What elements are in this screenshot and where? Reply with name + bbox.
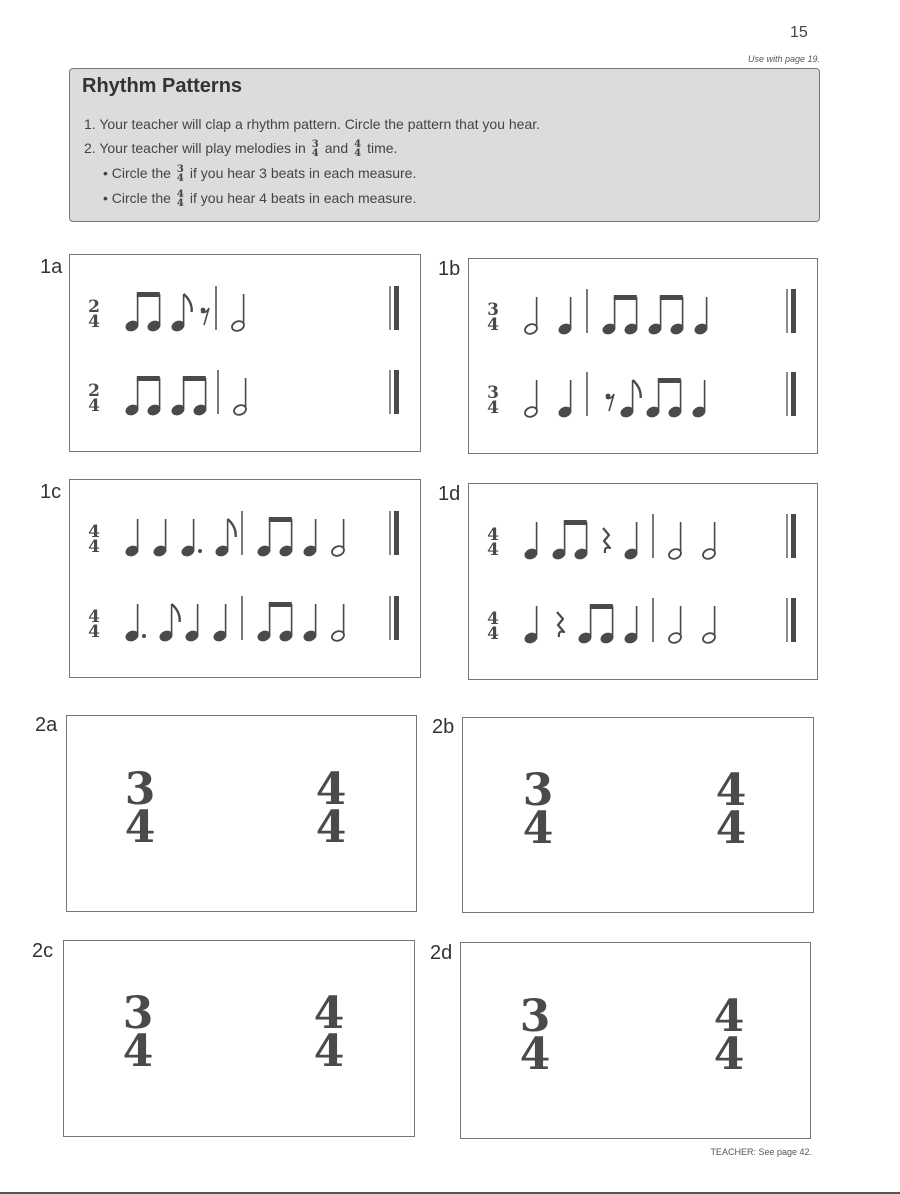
rhythm-time-signature — [487, 609, 499, 644]
instruction-bullet-1 — [103, 165, 416, 183]
half-note — [231, 294, 246, 333]
quarter-rest — [603, 528, 610, 553]
beamed-eighth-notes — [125, 376, 162, 417]
rhythm-time-signature — [88, 381, 100, 416]
exercise-label-1a: 1a — [40, 256, 63, 278]
time-signature-three-four[interactable] — [113, 988, 163, 1077]
ts-top: 4 — [176, 189, 184, 201]
ts-bottom: 4 — [354, 148, 362, 160]
exercise-label-2a: 2a — [35, 714, 58, 736]
ts-top: 4 — [88, 522, 100, 542]
ts-bottom: 4 — [313, 1026, 345, 1077]
inline-time-signature — [354, 140, 361, 158]
ts-top: 4 — [715, 765, 747, 816]
instruction-bullet-2 — [103, 190, 416, 208]
exercise-label-1c: 1c — [40, 481, 62, 503]
ts-top: 3 — [176, 164, 184, 176]
meter-box-2d — [460, 942, 811, 1139]
ts-top: 2 — [88, 381, 100, 401]
ts-bottom: 4 — [176, 173, 184, 185]
rhythm-time-signature — [487, 525, 499, 560]
quarter-note — [524, 606, 539, 645]
eighth-note — [159, 604, 180, 643]
eighth-rest — [201, 308, 209, 325]
beamed-eighth-notes — [257, 517, 294, 558]
final-barline — [787, 289, 796, 333]
ts-top: 4 — [487, 525, 499, 545]
ts-bottom: 4 — [715, 803, 747, 854]
exercise-label-1b: 1b — [438, 258, 461, 280]
eighth-note — [215, 519, 236, 558]
half-note — [524, 297, 539, 336]
ts-bottom: 4 — [122, 1026, 154, 1077]
ts-top: 4 — [354, 139, 362, 151]
quarter-note — [558, 297, 573, 336]
final-barline — [390, 286, 399, 330]
ts-bottom: 4 — [176, 198, 184, 210]
ts-bottom: 4 — [713, 1029, 745, 1080]
bullet-1-suffix: if you hear 3 beats in each measure. — [189, 165, 417, 181]
final-barline — [390, 370, 399, 414]
dotted-quarter-note — [125, 604, 146, 643]
half-note — [524, 380, 539, 419]
beamed-eighth-notes — [578, 604, 615, 645]
time-signature-three-four[interactable] — [510, 991, 560, 1080]
rhythm-box-1b[interactable] — [468, 258, 818, 454]
ts-top: 3 — [519, 991, 551, 1042]
ts-top: 4 — [713, 991, 745, 1042]
rhythm-time-signature — [88, 522, 100, 557]
ts-top: 4 — [315, 764, 347, 815]
ts-bottom: 4 — [311, 148, 319, 160]
ts-bottom: 4 — [88, 396, 100, 416]
final-barline — [787, 372, 796, 416]
quarter-note — [524, 522, 539, 561]
ts-bottom: 4 — [522, 803, 554, 854]
beamed-eighth-notes — [646, 378, 683, 419]
rhythm-box-1a[interactable] — [69, 254, 421, 452]
quarter-rest — [557, 612, 564, 637]
exercise-label-1d: 1d — [438, 483, 461, 505]
instruction-line-2-suffix: time. — [367, 140, 398, 156]
instruction-line-1: 1. Your teacher will clap a rhythm pattern. Circle the pattern that you hear. — [84, 116, 541, 132]
instruction-line-2 — [84, 140, 397, 158]
final-barline — [390, 596, 399, 640]
rhythm-time-signature — [88, 607, 100, 642]
ts-top: 2 — [88, 297, 100, 317]
final-barline — [787, 514, 796, 558]
rhythm-time-signature — [487, 300, 499, 335]
half-note — [331, 604, 346, 643]
page-number: 15 — [790, 24, 808, 41]
rhythm-notation — [70, 255, 420, 451]
quarter-note — [624, 606, 639, 645]
time-signature-three-four[interactable] — [115, 764, 165, 853]
ts-bottom: 4 — [88, 537, 100, 557]
eighth-note — [620, 380, 641, 419]
quarter-note — [125, 519, 140, 558]
rhythm-notation — [469, 484, 817, 679]
ts-top: 3 — [311, 139, 319, 151]
bullet-2-prefix: • Circle the — [103, 190, 171, 206]
inline-time-signature — [312, 140, 319, 158]
half-note — [668, 606, 683, 645]
beamed-eighth-notes — [125, 292, 162, 333]
quarter-note — [558, 380, 573, 419]
time-signature-four-four[interactable] — [304, 988, 354, 1077]
ts-top: 3 — [487, 300, 499, 320]
exercise-label-2b: 2b — [432, 716, 455, 738]
rhythm-time-signature — [88, 297, 100, 332]
eighth-note — [171, 294, 192, 333]
quarter-note — [694, 297, 709, 336]
rhythm-notation — [469, 259, 817, 453]
time-signature-three-four[interactable] — [513, 765, 563, 854]
half-note — [668, 522, 683, 561]
bullet-1-prefix: • Circle the — [103, 165, 171, 181]
teacher-note: TEACHER: See page 42. — [710, 1147, 812, 1157]
ts-top: 3 — [487, 383, 499, 403]
ts-top: 3 — [122, 988, 154, 1039]
ts-top: 4 — [313, 988, 345, 1039]
instruction-line-2-and: and — [324, 140, 349, 156]
ts-bottom: 4 — [487, 540, 499, 560]
quarter-note — [185, 604, 200, 643]
meter-box-2b — [462, 717, 814, 913]
inline-time-signature — [177, 165, 184, 183]
quarter-note — [303, 519, 318, 558]
half-note — [702, 606, 717, 645]
ts-top: 4 — [88, 607, 100, 627]
rhythm-box-1c[interactable] — [69, 479, 421, 678]
beamed-eighth-notes — [648, 295, 685, 336]
time-signature-four-four[interactable] — [706, 765, 756, 854]
instructions-title: Rhythm Patterns — [82, 75, 243, 97]
beamed-eighth-notes — [552, 520, 589, 561]
beamed-eighth-notes — [257, 602, 294, 643]
inline-time-signature — [177, 190, 184, 208]
eighth-rest — [606, 394, 614, 411]
ts-top: 3 — [124, 764, 156, 815]
rhythm-time-signature — [487, 383, 499, 418]
beamed-eighth-notes — [171, 376, 208, 417]
final-barline — [787, 598, 796, 642]
exercise-label-2c: 2c — [32, 940, 54, 962]
meter-box-2c — [63, 940, 415, 1137]
ts-bottom: 4 — [487, 398, 499, 418]
time-signature-four-four[interactable] — [306, 764, 356, 853]
ts-bottom: 4 — [88, 622, 100, 642]
quarter-note — [153, 519, 168, 558]
ts-bottom: 4 — [519, 1029, 551, 1080]
ts-bottom: 4 — [487, 624, 499, 644]
quarter-note — [213, 604, 228, 643]
ts-bottom: 4 — [315, 802, 347, 853]
use-with-note: Use with page 19. — [747, 54, 820, 64]
ts-bottom: 4 — [487, 315, 499, 335]
time-signature-four-four[interactable] — [704, 991, 754, 1080]
exercise-label-2d: 2d — [430, 942, 453, 964]
quarter-note — [624, 522, 639, 561]
half-note — [233, 378, 248, 417]
half-note — [331, 519, 346, 558]
rhythm-notation — [70, 480, 420, 677]
beamed-eighth-notes — [602, 295, 639, 336]
final-barline — [390, 511, 399, 555]
meter-box-2a — [66, 715, 417, 912]
dotted-quarter-note — [181, 519, 202, 558]
ts-bottom: 4 — [124, 802, 156, 853]
instruction-line-2-prefix: 2. Your teacher will play melodies in — [84, 140, 306, 156]
instructions-panel — [69, 68, 820, 222]
quarter-note — [303, 604, 318, 643]
ts-top: 4 — [487, 609, 499, 629]
quarter-note — [692, 380, 707, 419]
ts-top: 3 — [522, 765, 554, 816]
half-note — [702, 522, 717, 561]
ts-bottom: 4 — [88, 312, 100, 332]
rhythm-box-1d[interactable] — [468, 483, 818, 680]
bullet-2-suffix: if you hear 4 beats in each measure. — [189, 190, 417, 206]
